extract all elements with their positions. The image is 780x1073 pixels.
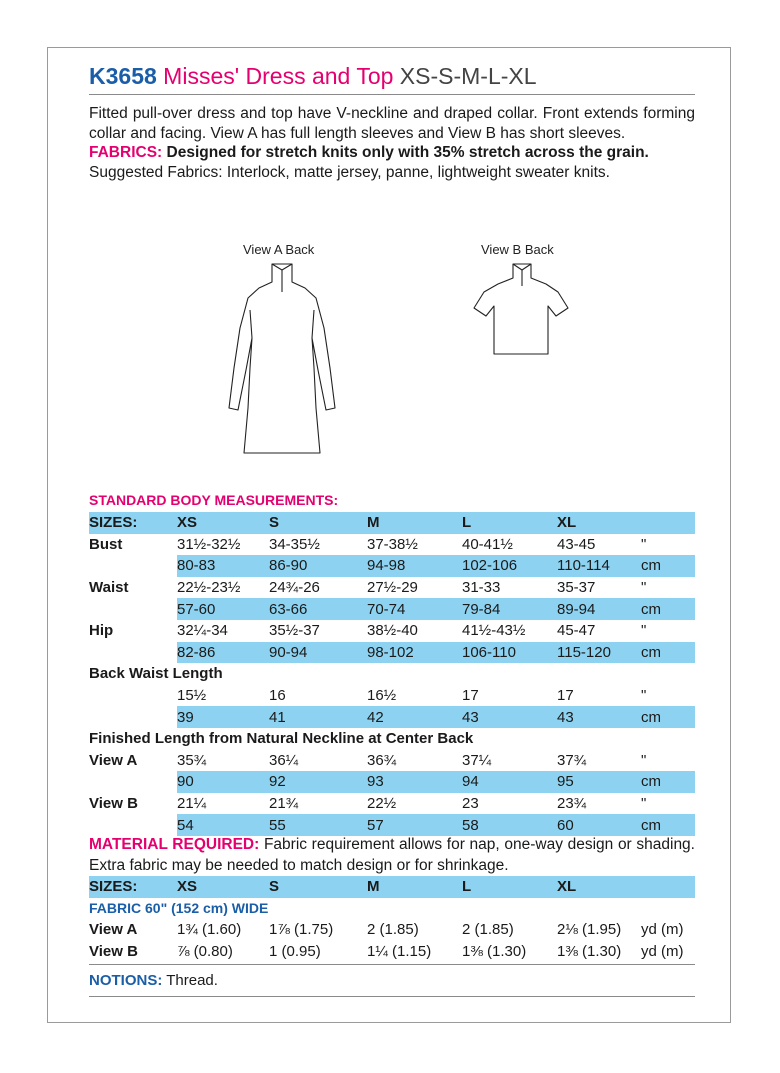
table-cell: 41½-43½ xyxy=(462,622,526,640)
unit-label: " xyxy=(641,579,647,597)
view-b-length-inches-row xyxy=(89,793,695,815)
table-cell: 16½ xyxy=(367,687,397,705)
table-cell: 90-94 xyxy=(269,642,367,664)
table-cell: 63-66 xyxy=(269,598,367,620)
size-header: S xyxy=(269,512,367,534)
back-waist-inches-row xyxy=(89,685,695,707)
unit-label: " xyxy=(641,535,647,553)
view-a-yardage-row xyxy=(89,919,695,941)
table-cell: 1⅞ (1.75) xyxy=(269,921,334,939)
pattern-size-range: XS-S-M-L-XL xyxy=(399,63,537,89)
material-table xyxy=(89,876,695,962)
unit-label: " xyxy=(641,622,647,640)
table-cell: 37¼ xyxy=(462,751,492,769)
notions-label: NOTIONS: xyxy=(89,972,163,989)
view-a-length-inches-row xyxy=(89,750,695,772)
table-cell: 70-74 xyxy=(367,598,462,620)
table-cell: 2 (1.85) xyxy=(462,921,514,939)
row-label: Waist xyxy=(89,579,129,597)
table-cell: 94-98 xyxy=(367,555,462,577)
table-cell: 1⅜ (1.30) xyxy=(557,943,622,961)
row-label: View A xyxy=(89,921,138,939)
table-cell: 36¾ xyxy=(367,751,397,769)
table-cell: 17 xyxy=(462,687,479,705)
unit-label: " xyxy=(641,795,647,813)
table-cell: 31-33 xyxy=(462,579,501,597)
table-cell: 60 xyxy=(557,814,641,836)
table-cell: 102-106 xyxy=(462,555,557,577)
view-a-back-sketch xyxy=(212,258,352,458)
table-cell: 43 xyxy=(462,706,557,728)
row-label: Bust xyxy=(89,535,123,553)
back-waist-cm-row xyxy=(89,706,695,728)
size-header: S xyxy=(269,876,367,898)
table-cell: 89-94 xyxy=(557,598,641,620)
table-cell: 43-45 xyxy=(557,535,596,553)
size-header: M xyxy=(367,876,462,898)
bust-cm-row xyxy=(89,555,695,577)
size-header: XL xyxy=(557,876,641,898)
row-label: Hip xyxy=(89,622,114,640)
table-cell: 21¼ xyxy=(177,795,207,813)
table-cell: 38½-40 xyxy=(367,622,418,640)
unit-label: yd (m) xyxy=(641,943,684,961)
waist-inches-row xyxy=(89,577,695,599)
table-cell: 45-47 xyxy=(557,622,596,640)
bottom-divider xyxy=(89,996,695,997)
view-b-length-cm-row xyxy=(89,814,695,836)
view-a-label: View A Back xyxy=(243,242,315,257)
table-cell: 110-114 xyxy=(557,555,641,577)
material-sizes-header-row xyxy=(89,876,695,898)
table-cell: 1¾ (1.60) xyxy=(177,921,242,939)
table-cell: 82-86 xyxy=(177,642,269,664)
view-b-label: View B Back xyxy=(481,242,554,257)
table-cell: 55 xyxy=(269,814,367,836)
table-cell: 93 xyxy=(367,771,462,793)
suggested-fabrics: Suggested Fabrics: Interlock, matte jersey, panne, lightweight sweater knits. xyxy=(89,163,610,181)
table-cell: 24¾-26 xyxy=(269,579,320,597)
table-cell: 57-60 xyxy=(177,598,269,620)
table-cell: 95 xyxy=(557,771,641,793)
table-cell: ⅞ (0.80) xyxy=(177,943,233,961)
table-cell: 1⅜ (1.30) xyxy=(462,943,527,961)
fabric-width-title-row xyxy=(89,898,695,920)
table-cell: 41 xyxy=(269,706,367,728)
table-cell: 90 xyxy=(177,771,269,793)
table-cell: 37¾ xyxy=(557,751,587,769)
size-header: XS xyxy=(177,512,269,534)
back-waist-length-title-row xyxy=(89,663,695,685)
back-waist-length-title: Back Waist Length xyxy=(89,665,223,683)
table-cell: 2 (1.85) xyxy=(367,921,419,939)
finished-length-title: Finished Length from Natural Neckline at Center Back xyxy=(89,730,474,748)
table-cell: 39 xyxy=(177,706,269,728)
row-label: View A xyxy=(89,751,138,769)
table-cell: 43 xyxy=(557,706,641,728)
unit-label: cm xyxy=(641,642,695,664)
table-cell: 42 xyxy=(367,706,462,728)
table-cell: 22½-23½ xyxy=(177,579,241,597)
notions-text: Thread. xyxy=(166,972,218,989)
fabrics-label: FABRICS: xyxy=(89,144,163,161)
table-cell: 98-102 xyxy=(367,642,462,664)
bust-inches-row xyxy=(89,534,695,556)
size-header: XL xyxy=(557,512,641,534)
unit-label: cm xyxy=(641,706,695,728)
table-cell: 2⅛ (1.95) xyxy=(557,921,622,939)
description-text: Fitted pull-over dress and top have V-neckline and draped collar. Front extends forming collar and facing. View A has full length sleeves and View B has short sleeves. xyxy=(89,105,695,142)
unit-label: cm xyxy=(641,814,695,836)
table-cell: 58 xyxy=(462,814,557,836)
table-cell: 32¼-34 xyxy=(177,622,228,640)
unit-label: cm xyxy=(641,555,695,577)
table-cell: 1¼ (1.15) xyxy=(367,943,432,961)
sizes-header-label: SIZES: xyxy=(89,876,177,898)
unit-label: yd (m) xyxy=(641,921,684,939)
table-cell: 54 xyxy=(177,814,269,836)
table-cell: 79-84 xyxy=(462,598,557,620)
unit-label: " xyxy=(641,687,647,705)
table-cell: 27½-29 xyxy=(367,579,418,597)
table-cell: 57 xyxy=(367,814,462,836)
finished-length-title-row xyxy=(89,728,695,750)
table-cell: 35½-37 xyxy=(269,622,320,640)
table-cell: 23 xyxy=(462,795,479,813)
table-cell: 35¾ xyxy=(177,751,207,769)
unit-label: cm xyxy=(641,771,695,793)
pattern-name: Misses' Dress and Top xyxy=(163,63,394,89)
table-cell: 17 xyxy=(557,687,574,705)
row-label: View B xyxy=(89,795,138,813)
table-cell: 86-90 xyxy=(269,555,367,577)
view-a-length-cm-row xyxy=(89,771,695,793)
table-cell: 16 xyxy=(269,687,286,705)
pattern-title xyxy=(89,62,537,90)
view-b-yardage-row xyxy=(89,941,695,963)
body-measurements-table xyxy=(89,512,695,836)
size-header: XS xyxy=(177,876,269,898)
table-cell: 15½ xyxy=(177,687,207,705)
sizes-header-row xyxy=(89,512,695,534)
unit-label: cm xyxy=(641,598,695,620)
table-cell: 21¾ xyxy=(269,795,299,813)
hip-cm-row xyxy=(89,642,695,664)
table-cell: 36¼ xyxy=(269,751,299,769)
table-cell: 115-120 xyxy=(557,642,641,664)
table-cell: 1 (0.95) xyxy=(269,943,321,961)
waist-cm-row xyxy=(89,598,695,620)
material-required xyxy=(89,834,695,876)
row-label: View B xyxy=(89,943,138,961)
pattern-description xyxy=(89,104,695,182)
title-divider xyxy=(89,94,695,95)
fabric-width-title: FABRIC 60" (152 cm) WIDE xyxy=(89,900,269,917)
unit-label: " xyxy=(641,751,647,769)
table-cell: 34-35½ xyxy=(269,535,320,553)
table-cell: 92 xyxy=(269,771,367,793)
pattern-code: K3658 xyxy=(89,63,157,89)
material-required-label: MATERIAL REQUIRED: xyxy=(89,836,260,853)
fabrics-requirement: Designed for stretch knits only with 35% stretch across the grain. xyxy=(166,144,649,161)
size-header: M xyxy=(367,512,462,534)
table-cell: 106-110 xyxy=(462,642,557,664)
size-header: L xyxy=(462,512,557,534)
sizes-header-label: SIZES: xyxy=(89,512,177,534)
table-cell: 80-83 xyxy=(177,555,269,577)
table-cell: 31½-32½ xyxy=(177,535,241,553)
material-required-text: Fabric requirement allows for nap, one-way design or shading. Extra fabric may be needed to match design or for shrinkage. xyxy=(89,836,695,874)
notions-divider xyxy=(89,964,695,965)
table-cell: 35-37 xyxy=(557,579,596,597)
standard-body-measurements-title: STANDARD BODY MEASUREMENTS: xyxy=(89,492,339,508)
notions xyxy=(89,972,218,989)
view-b-back-sketch xyxy=(468,258,578,358)
table-cell: 23¾ xyxy=(557,795,587,813)
hip-inches-row xyxy=(89,620,695,642)
table-cell: 40-41½ xyxy=(462,535,513,553)
table-cell: 37-38½ xyxy=(367,535,418,553)
table-cell: 94 xyxy=(462,771,557,793)
size-header: L xyxy=(462,876,557,898)
table-cell: 22½ xyxy=(367,795,397,813)
